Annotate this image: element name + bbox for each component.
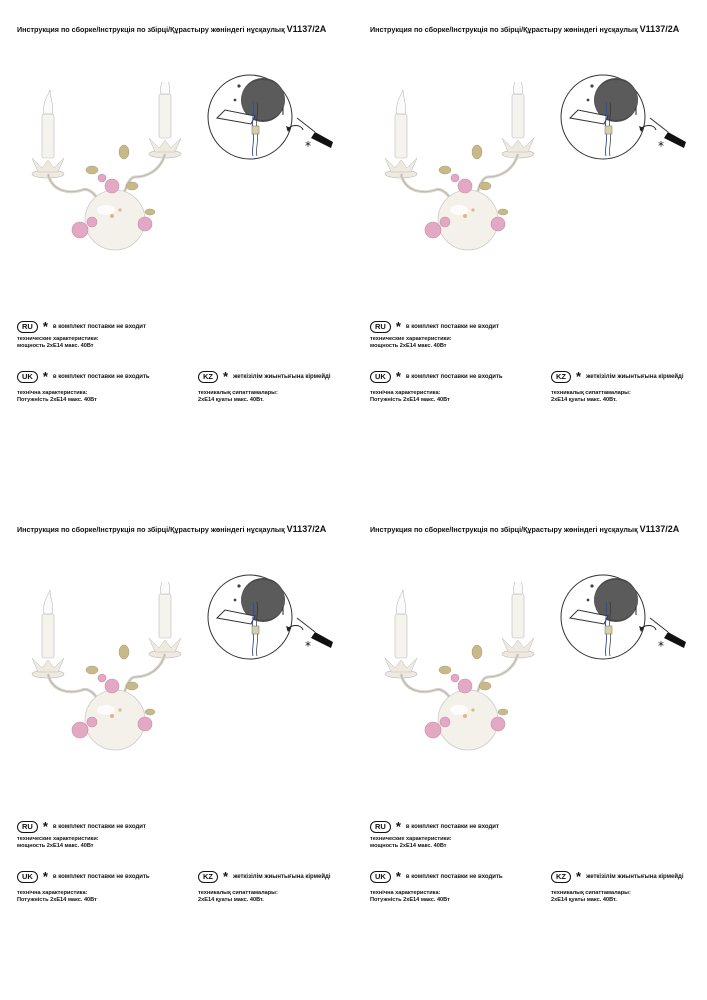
kz-spec-title: техникалық сипаттамалары: [551, 390, 631, 396]
title-text: Инструкция по сборке/Інструкція по збірці/Құрастыру жөніндегі нұсқаулық [17, 525, 285, 534]
ru-note [370, 821, 499, 833]
ru-spec [370, 336, 452, 350]
kz-note-text: жеткізілім жиынтығына кірмейді [586, 374, 684, 380]
uk-star: * [42, 369, 48, 384]
mounting-detail-illustration [558, 572, 693, 662]
page-title [17, 24, 326, 34]
uk-spec-value: Потужність 2xE14 макс. 40Вт [370, 897, 450, 903]
uk-note-text: в комплект поставки не входить [405, 874, 503, 880]
detail-star: * [305, 139, 311, 153]
uk-spec-value: Потужність 2xE14 макс. 40Вт [370, 397, 450, 403]
ru-note-text: в комплект поставки не входит [405, 324, 499, 330]
ru-spec-title: технические характеристики: [370, 836, 452, 842]
ru-badge: RU [370, 321, 391, 333]
uk-spec-title: технічна характеристика: [370, 890, 441, 896]
mounting-detail-illustration [558, 72, 693, 162]
uk-spec [370, 890, 450, 904]
uk-badge: UK [17, 371, 38, 383]
detail-star: * [305, 639, 311, 653]
kz-spec-value: 2xE14 қуаты макс. 40Вт. [551, 397, 617, 403]
kz-note-text: жеткізілім жиынтығына кірмейді [233, 874, 331, 880]
title-text: Инструкция по сборке/Інструкція по збірці/Құрастыру жөніндегі нұсқаулық [370, 525, 638, 534]
kz-spec-value: 2xE14 қуаты макс. 40Вт. [198, 897, 264, 903]
kz-star: * [223, 869, 229, 884]
ru-note-text: в комплект поставки не входит [52, 824, 146, 830]
page-title [370, 24, 679, 34]
title-text: Инструкция по сборке/Інструкція по збірці/Құрастыру жөніндегі нұсқаулық [17, 25, 285, 34]
kz-spec-title: техникалық сипаттамалары: [198, 390, 278, 396]
ru-star: * [395, 819, 401, 834]
kz-spec [198, 390, 278, 404]
ru-badge: RU [370, 821, 391, 833]
kz-spec-value: 2xE14 қуаты макс. 40Вт. [198, 397, 264, 403]
uk-note [17, 371, 150, 383]
ru-note [17, 321, 146, 333]
page-title [370, 524, 679, 534]
kz-badge: KZ [198, 371, 218, 383]
wall-lamp-illustration [20, 582, 200, 752]
ru-spec-title: технические характеристики: [370, 336, 452, 342]
kz-note [551, 371, 684, 383]
mounting-detail-illustration [205, 572, 340, 662]
ru-star: * [42, 819, 48, 834]
detail-star: * [658, 139, 664, 153]
kz-badge: KZ [198, 871, 218, 883]
model-number: V1137/2A [639, 24, 680, 34]
title-text: Инструкция по сборке/Інструкція по збірці/Құрастыру жөніндегі нұсқаулық [370, 25, 638, 34]
kz-note [551, 871, 684, 883]
detail-star: * [658, 639, 664, 653]
page-title [17, 524, 326, 534]
ru-note-text: в комплект поставки не входит [52, 324, 146, 330]
ru-spec-title: технические характеристики: [17, 336, 99, 342]
ru-star: * [395, 319, 401, 334]
kz-spec-title: техникалық сипаттамалары: [198, 890, 278, 896]
ru-spec-title: технические характеристики: [17, 836, 99, 842]
sheet-top-right [353, 0, 706, 500]
ru-badge: RU [17, 321, 38, 333]
uk-note-text: в комплект поставки не входить [405, 374, 503, 380]
ru-note [17, 821, 146, 833]
wall-lamp-illustration [373, 82, 553, 252]
kz-note [198, 371, 331, 383]
uk-star: * [395, 369, 401, 384]
uk-spec [370, 390, 450, 404]
uk-note [370, 371, 503, 383]
ru-spec-value: мощность 2xE14 макс. 40Вт [370, 343, 447, 349]
uk-note-text: в комплект поставки не входить [52, 374, 150, 380]
kz-note [198, 871, 331, 883]
kz-spec [198, 890, 278, 904]
ru-spec [17, 836, 99, 850]
kz-star: * [576, 869, 582, 884]
ru-spec-value: мощность 2xE14 макс. 40Вт [17, 343, 94, 349]
kz-note-text: жеткізілім жиынтығына кірмейді [233, 374, 331, 380]
sheet-top-left [0, 0, 353, 500]
uk-star: * [42, 869, 48, 884]
uk-note [17, 871, 150, 883]
kz-badge: KZ [551, 871, 571, 883]
ru-note-text: в комплект поставки не входит [405, 824, 499, 830]
ru-note [370, 321, 499, 333]
uk-spec [17, 390, 97, 404]
uk-spec [17, 890, 97, 904]
ru-star: * [42, 319, 48, 334]
kz-star: * [576, 369, 582, 384]
kz-spec-title: техникалық сипаттамалары: [551, 890, 631, 896]
kz-spec [551, 390, 631, 404]
model-number: V1137/2A [639, 524, 680, 534]
sheet-bottom-right [353, 500, 706, 1000]
model-number: V1137/2A [286, 24, 327, 34]
ru-spec [17, 336, 99, 350]
uk-note-text: в комплект поставки не входить [52, 874, 150, 880]
sheet-bottom-left [0, 500, 353, 1000]
uk-badge: UK [370, 371, 391, 383]
uk-spec-title: технічна характеристика: [370, 390, 441, 396]
kz-spec [551, 890, 631, 904]
model-number: V1137/2A [286, 524, 327, 534]
ru-badge: RU [17, 821, 38, 833]
kz-spec-value: 2xE14 қуаты макс. 40Вт. [551, 897, 617, 903]
uk-badge: UK [17, 871, 38, 883]
kz-star: * [223, 369, 229, 384]
wall-lamp-illustration [373, 582, 553, 752]
mounting-detail-illustration [205, 72, 340, 162]
uk-spec-title: технічна характеристика: [17, 390, 88, 396]
kz-note-text: жеткізілім жиынтығына кірмейді [586, 874, 684, 880]
uk-spec-title: технічна характеристика: [17, 890, 88, 896]
kz-badge: KZ [551, 371, 571, 383]
ru-spec-value: мощность 2xE14 макс. 40Вт [17, 843, 94, 849]
uk-star: * [395, 869, 401, 884]
uk-badge: UK [370, 871, 391, 883]
ru-spec-value: мощность 2xE14 макс. 40Вт [370, 843, 447, 849]
uk-note [370, 871, 503, 883]
wall-lamp-illustration [20, 82, 200, 252]
ru-spec [370, 836, 452, 850]
uk-spec-value: Потужність 2xE14 макс. 40Вт [17, 397, 97, 403]
uk-spec-value: Потужність 2xE14 макс. 40Вт [17, 897, 97, 903]
